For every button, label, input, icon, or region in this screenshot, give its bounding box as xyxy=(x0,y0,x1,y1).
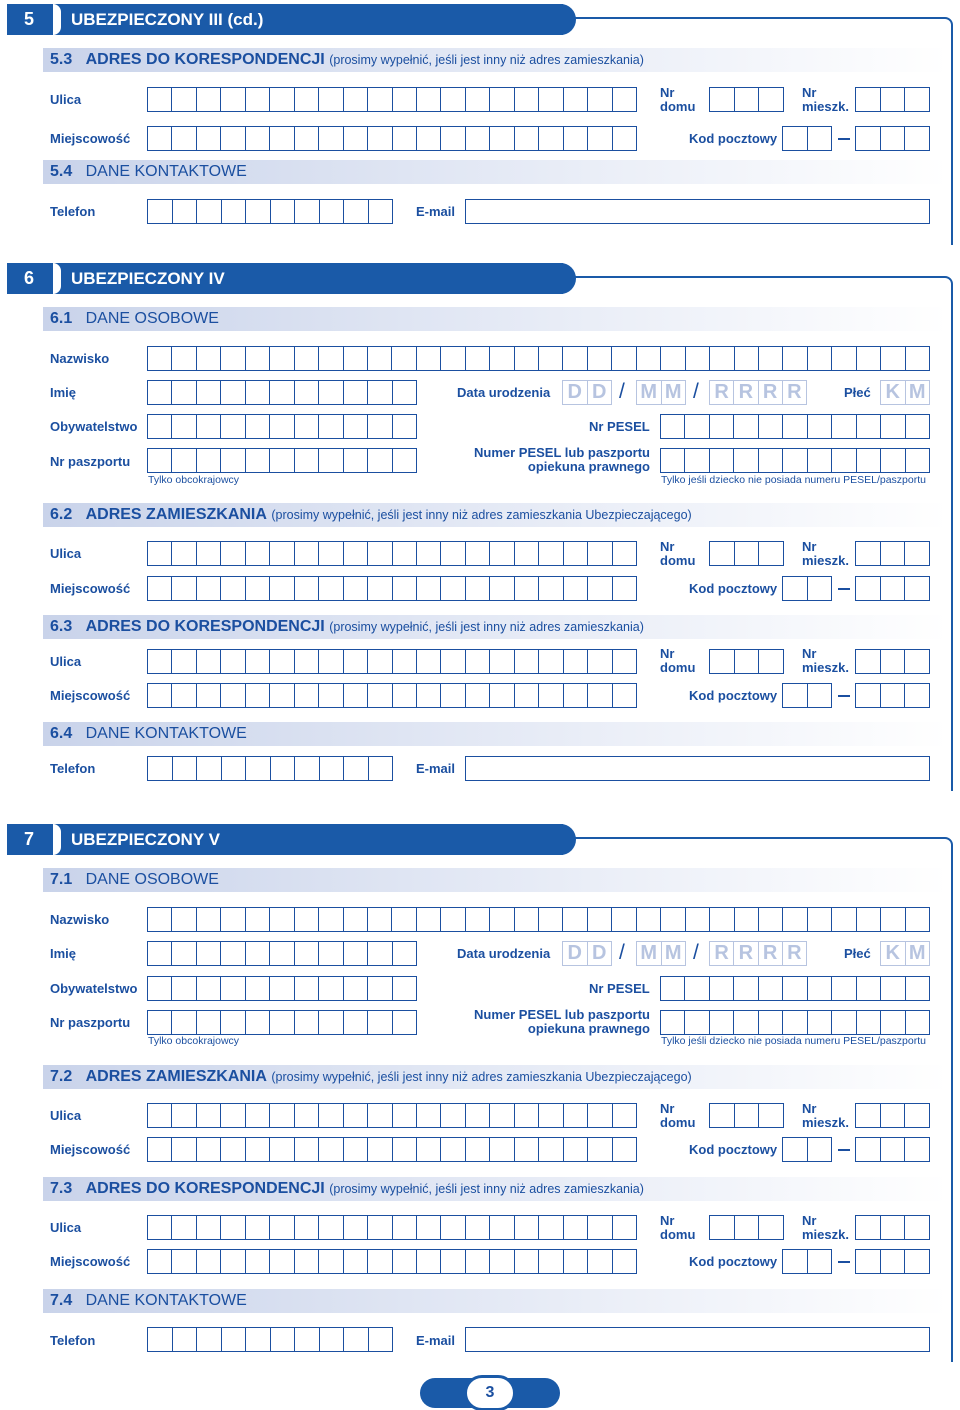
postal-code-label: Kod pocztowy xyxy=(689,688,778,703)
city-label: Miejscowość xyxy=(50,1254,131,1269)
flat-number-label: Nr mieszk. xyxy=(802,85,849,114)
birth-month-input[interactable]: M M xyxy=(636,941,686,966)
subsection-title: 5.4 DANE KONTAKTOWE xyxy=(50,163,247,180)
email-label: E-mail xyxy=(416,761,456,776)
house-number-label: Nr domu xyxy=(660,1213,696,1242)
section-number: 6 xyxy=(23,268,34,288)
subsection-title: 7.2 ADRES ZAMIESZKANIA (prosimy wypełnić, jeśli jest inny niż adres zamieszkania Ubezpieczającego) xyxy=(50,1068,692,1085)
street-label: Ulica xyxy=(50,654,82,669)
street-label: Ulica xyxy=(50,92,82,107)
birth-year-input[interactable]: R R R R xyxy=(709,941,807,966)
flat-number-label: Nr mieszk. xyxy=(802,646,849,675)
section-title: UBEZPIECZONY III (cd.) xyxy=(71,10,264,29)
postal-code-part1[interactable] xyxy=(782,576,832,601)
section-number: 5 xyxy=(23,9,34,29)
postal-code-part2[interactable] xyxy=(855,683,930,708)
section-header xyxy=(7,824,563,855)
sex-label: Płeć xyxy=(844,385,871,400)
street-label: Ulica xyxy=(50,546,82,561)
postal-code-label: Kod pocztowy xyxy=(689,1254,778,1269)
section-number: 7 xyxy=(23,829,34,849)
email-input[interactable] xyxy=(465,756,930,781)
house-number-input[interactable] xyxy=(709,541,784,566)
page-number-badge xyxy=(420,1375,560,1410)
pesel-input[interactable] xyxy=(660,414,930,439)
flat-number-label: Nr mieszk. xyxy=(802,1213,849,1242)
birth-date-label: Data urodzenia xyxy=(457,385,551,400)
city-input[interactable] xyxy=(147,1249,637,1274)
house-number-label: Nr domu xyxy=(660,539,696,568)
first-name-input[interactable] xyxy=(147,380,417,405)
postal-code-part2[interactable] xyxy=(855,576,930,601)
passport-label: Nr paszportu xyxy=(50,454,131,469)
street-label: Ulica xyxy=(50,1220,82,1235)
postal-code-part1[interactable] xyxy=(782,683,832,708)
birth-year-input[interactable]: R R R R xyxy=(709,380,807,405)
house-number-label: Nr domu xyxy=(660,646,696,675)
section-title: UBEZPIECZONY V xyxy=(71,830,220,849)
flat-number-label: Nr mieszk. xyxy=(802,1101,849,1130)
house-number-input[interactable] xyxy=(709,1215,784,1240)
pesel-input[interactable] xyxy=(660,976,930,1001)
flat-number-input[interactable] xyxy=(855,1215,930,1240)
email-label: E-mail xyxy=(416,204,456,219)
city-label: Miejscowość xyxy=(50,688,131,703)
birth-day-input[interactable]: D D xyxy=(562,380,612,405)
postal-code-part1[interactable] xyxy=(782,1137,832,1162)
postal-code-part1[interactable] xyxy=(782,1249,832,1274)
email-input[interactable] xyxy=(465,1327,930,1352)
child-only-note: Tylko jeśli dziecko nie posiada numeru PESEL/paszportu xyxy=(661,474,926,486)
birth-month-input[interactable]: M M xyxy=(636,380,686,405)
city-label: Miejscowość xyxy=(50,581,131,596)
postal-code-part2[interactable] xyxy=(855,1249,930,1274)
city-input[interactable] xyxy=(147,126,637,151)
city-input[interactable] xyxy=(147,1137,637,1162)
street-input[interactable] xyxy=(147,1215,637,1240)
postal-code-label: Kod pocztowy xyxy=(689,1142,778,1157)
subsection-title: 7.1 DANE OSOBOWE xyxy=(50,871,219,888)
house-number-label: Nr domu xyxy=(660,1101,696,1130)
phone-input[interactable] xyxy=(147,1327,393,1352)
house-number-label: Nr domu xyxy=(660,85,696,114)
passport-input[interactable] xyxy=(147,1010,417,1035)
citizenship-label: Obywatelstwo xyxy=(50,419,138,434)
page-number: 3 xyxy=(464,1375,516,1410)
pesel-label: Nr PESEL xyxy=(589,981,650,996)
flat-number-input[interactable] xyxy=(855,1103,930,1128)
street-input[interactable] xyxy=(147,87,637,112)
subsection-title: 6.2 ADRES ZAMIESZKANIA (prosimy wypełnić, jeśli jest inny niż adres zamieszkania Ubezpieczającego) xyxy=(50,506,692,523)
section-header xyxy=(7,4,563,35)
subsection-title: 7.3 ADRES DO KORESPONDENCJI (prosimy wypełnić, jeśli jest inny niż adres zamieszkania) xyxy=(50,1180,644,1197)
postal-code-part2[interactable] xyxy=(855,1137,930,1162)
foreigners-only-note: Tylko obcokrajowcy xyxy=(148,1035,240,1047)
street-input[interactable] xyxy=(147,541,637,566)
phone-input[interactable] xyxy=(147,756,393,781)
first-name-label: Imię xyxy=(50,385,77,400)
phone-label: Telefon xyxy=(50,1333,96,1348)
section-header xyxy=(7,263,563,294)
sex-input[interactable]: K M xyxy=(880,380,930,405)
postal-code-part2[interactable] xyxy=(855,126,930,151)
street-input[interactable] xyxy=(147,649,637,674)
guardian-pesel-label: Numer PESEL lub paszportu opiekuna prawnego xyxy=(473,445,650,474)
passport-label: Nr paszportu xyxy=(50,1015,131,1030)
birth-day-input[interactable]: D D xyxy=(562,941,612,966)
house-number-input[interactable] xyxy=(709,1103,784,1128)
city-input[interactable] xyxy=(147,683,637,708)
guardian-pesel-label: Numer PESEL lub paszportu opiekuna prawnego xyxy=(473,1007,650,1036)
birth-date-label: Data urodzenia xyxy=(457,946,551,961)
passport-input[interactable] xyxy=(147,448,417,473)
sex-input[interactable]: K M xyxy=(880,941,930,966)
email-label: E-mail xyxy=(416,1333,456,1348)
flat-number-input[interactable] xyxy=(855,87,930,112)
first-name-label: Imię xyxy=(50,946,77,961)
flat-number-input[interactable] xyxy=(855,541,930,566)
citizenship-input[interactable] xyxy=(147,414,417,439)
postal-code-label: Kod pocztowy xyxy=(689,581,778,596)
section-title: UBEZPIECZONY IV xyxy=(71,269,225,288)
city-label: Miejscowość xyxy=(50,131,131,146)
city-label: Miejscowość xyxy=(50,1142,131,1157)
surname-label: Nazwisko xyxy=(50,351,110,366)
surname-label: Nazwisko xyxy=(50,912,110,927)
first-name-input[interactable] xyxy=(147,941,417,966)
guardian-pesel-input[interactable] xyxy=(660,1010,930,1035)
pesel-label: Nr PESEL xyxy=(589,419,650,434)
subsection-title: 5.3 ADRES DO KORESPONDENCJI (prosimy wypełnić, jeśli jest inny niż adres zamieszkania) xyxy=(50,51,644,68)
street-label: Ulica xyxy=(50,1108,82,1123)
email-input[interactable] xyxy=(465,199,930,224)
street-input[interactable] xyxy=(147,1103,637,1128)
flat-number-input[interactable] xyxy=(855,649,930,674)
subsection-title: 6.3 ADRES DO KORESPONDENCJI (prosimy wypełnić, jeśli jest inny niż adres zamieszkania) xyxy=(50,618,644,635)
postal-code-part1[interactable] xyxy=(782,126,832,151)
phone-label: Telefon xyxy=(50,204,96,219)
subsection-title: 6.1 DANE OSOBOWE xyxy=(50,310,219,327)
citizenship-label: Obywatelstwo xyxy=(50,981,138,996)
subsection-title: 7.4 DANE KONTAKTOWE xyxy=(50,1292,247,1309)
guardian-pesel-input[interactable] xyxy=(660,448,930,473)
surname-input[interactable] xyxy=(147,346,930,371)
phone-label: Telefon xyxy=(50,761,96,776)
sex-label: Płeć xyxy=(844,946,871,961)
flat-number-label: Nr mieszk. xyxy=(802,539,849,568)
subsection-title: 6.4 DANE KONTAKTOWE xyxy=(50,725,247,742)
city-input[interactable] xyxy=(147,576,637,601)
foreigners-only-note: Tylko obcokrajowcy xyxy=(148,474,240,486)
house-number-input[interactable] xyxy=(709,649,784,674)
surname-input[interactable] xyxy=(147,907,930,932)
phone-input[interactable] xyxy=(147,199,393,224)
child-only-note: Tylko jeśli dziecko nie posiada numeru PESEL/paszportu xyxy=(661,1035,926,1047)
house-number-input[interactable] xyxy=(709,87,784,112)
citizenship-input[interactable] xyxy=(147,976,417,1001)
postal-code-label: Kod pocztowy xyxy=(689,131,778,146)
